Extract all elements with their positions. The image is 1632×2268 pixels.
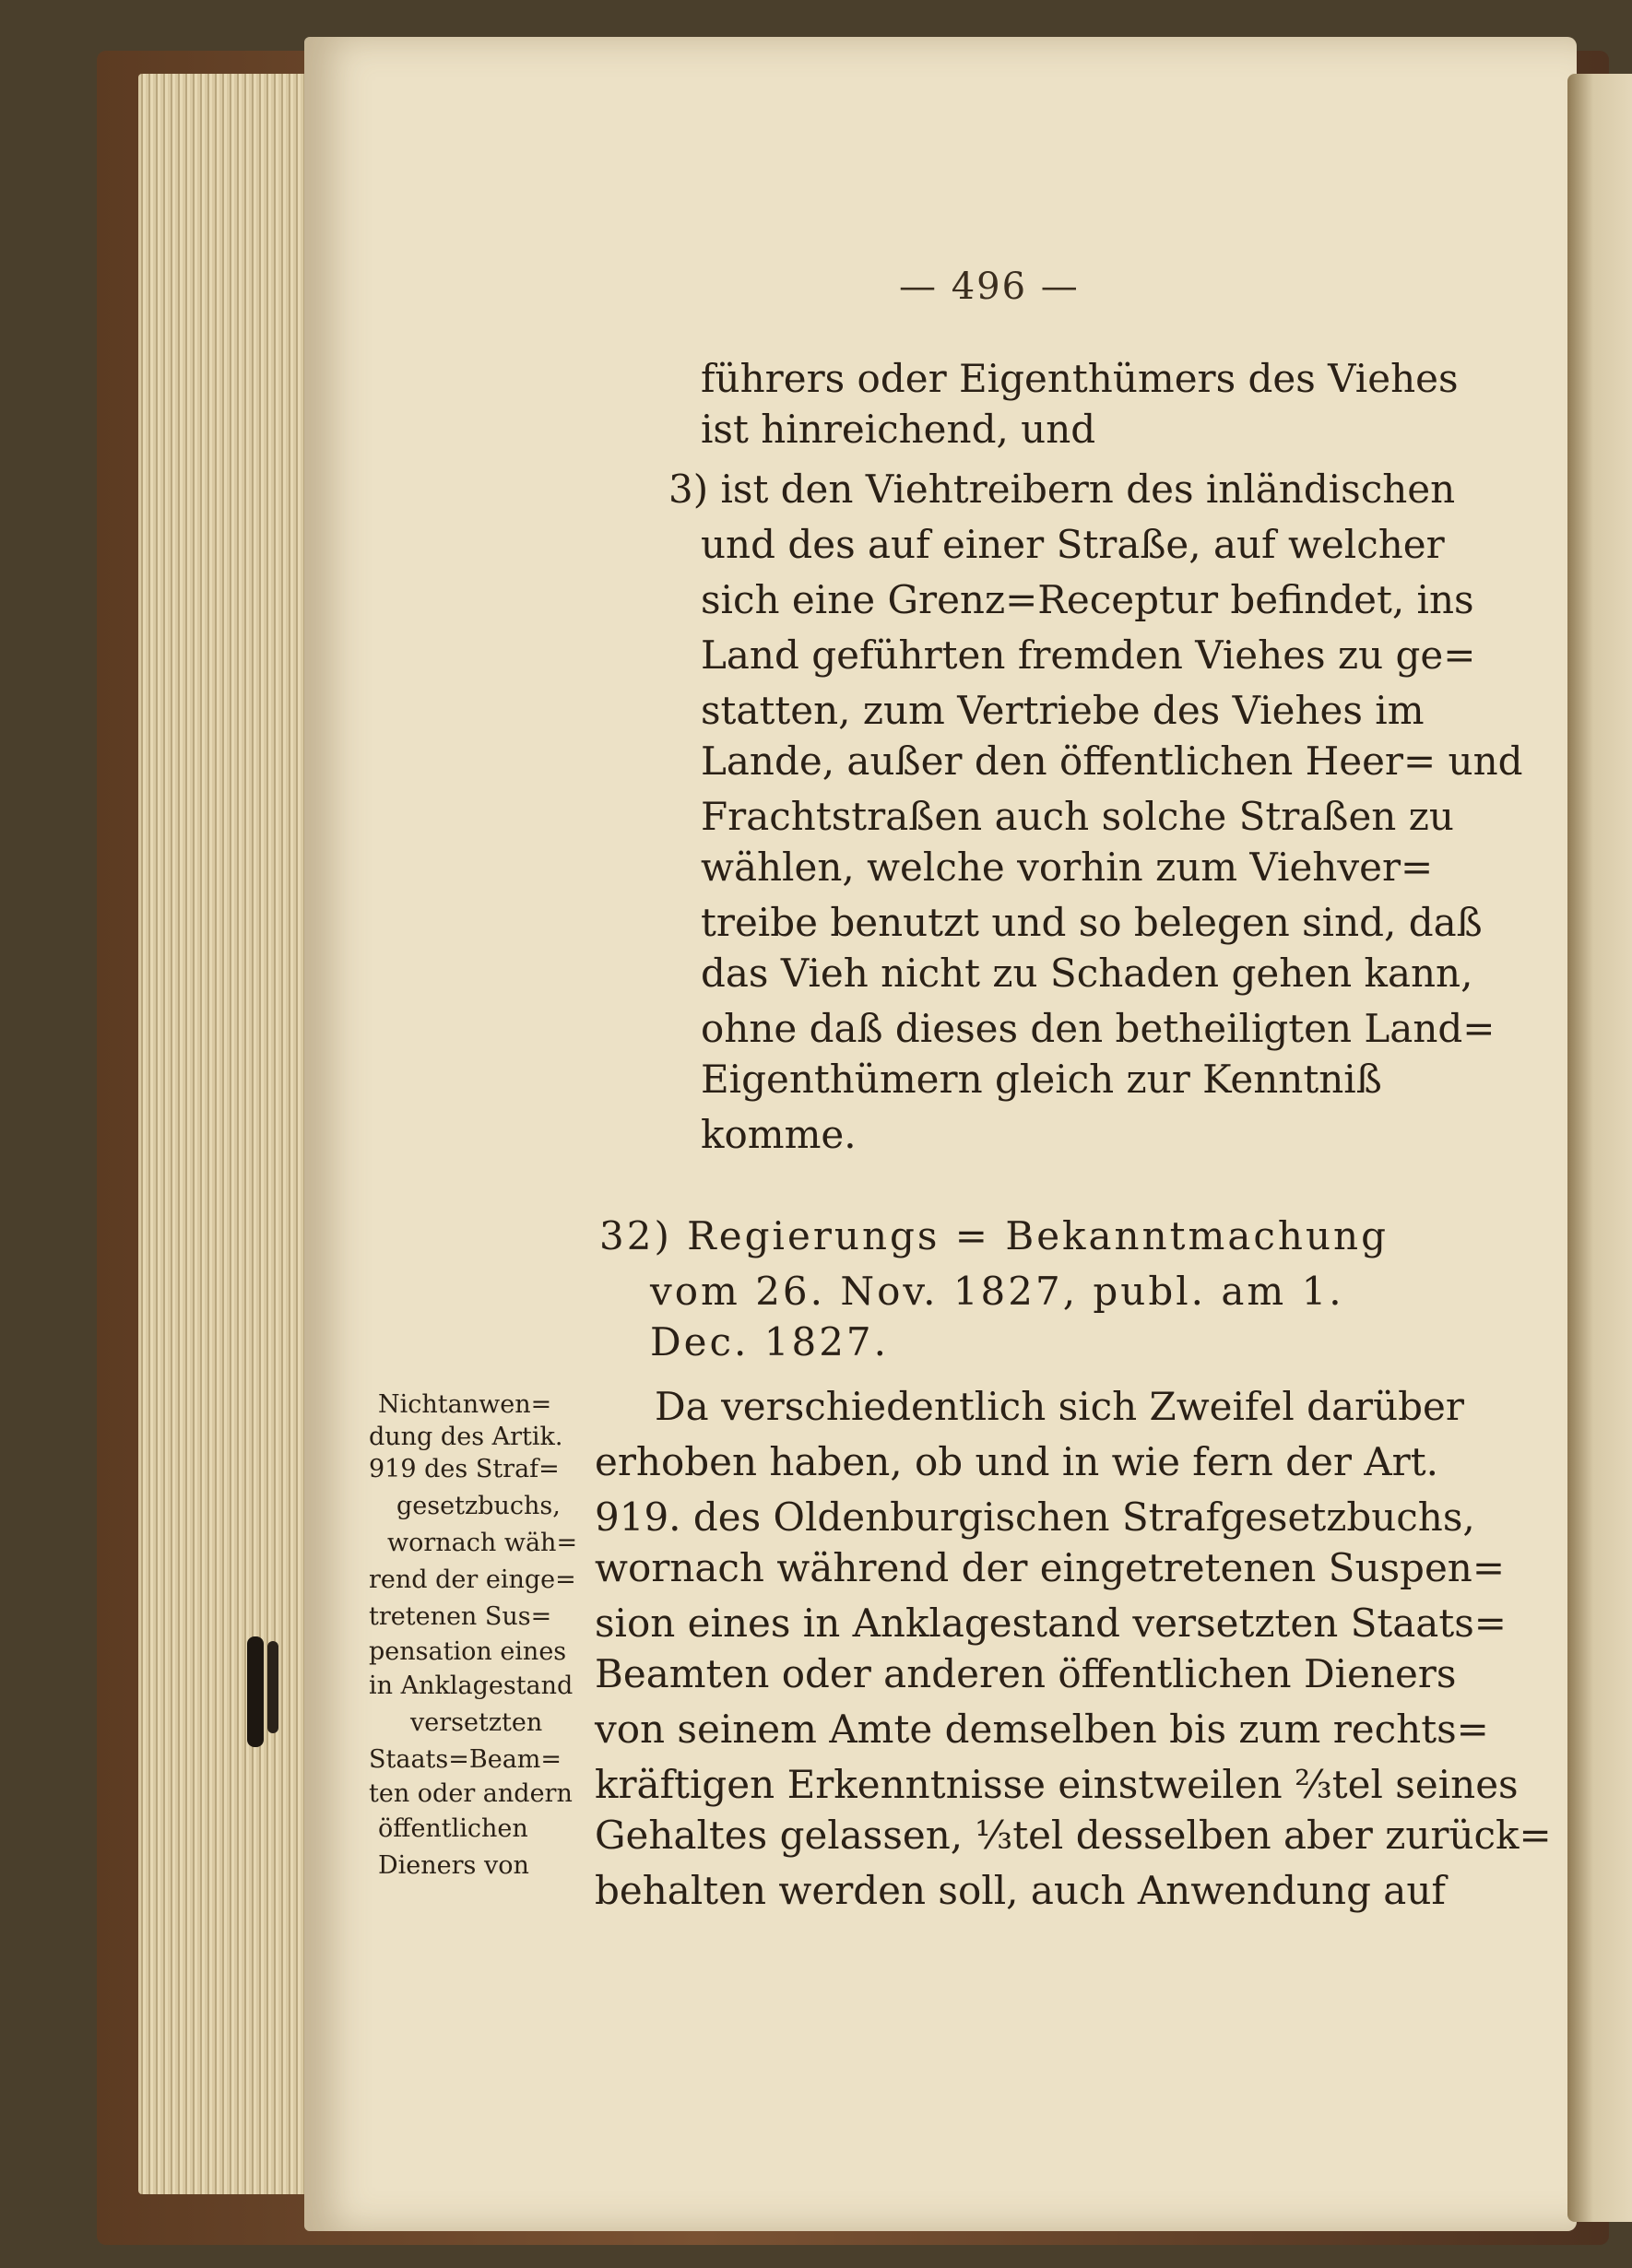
next-page-edge (1567, 74, 1632, 2222)
margin-note-line: Nichtanwen= (378, 1390, 552, 1419)
text-line: und des auf einer Straße, auf welcher (701, 522, 1445, 567)
margin-note-line: ten oder andern (369, 1779, 573, 1808)
text-line: das Vieh nicht zu Schaden gehen kann, (701, 951, 1473, 996)
text-line: 919. des Oldenburgischen Strafgesetzbuchs, (595, 1494, 1475, 1540)
margin-note-line: tretenen Sus= (369, 1602, 552, 1631)
margin-note-line: gesetzbuchs, (396, 1492, 561, 1520)
margin-note-line: 919 des Straf= (369, 1455, 560, 1483)
text-line: Frachtstraßen auch solche Straßen zu (701, 794, 1454, 839)
margin-note-line: Staats=Beam= (369, 1745, 562, 1774)
text-line: komme. (701, 1112, 857, 1157)
margin-note-line: Dieners von (378, 1851, 529, 1880)
margin-note-line: pensation eines (369, 1637, 567, 1666)
text-line: 3) ist den Viehtreibern des inländischen (668, 467, 1456, 512)
text-line: Beamten oder anderen öffentlichen Dieners (595, 1651, 1457, 1696)
text-line: sion eines in Anklagestand versetzten Staats= (595, 1601, 1507, 1646)
text-line: ist hinreichend, und (701, 407, 1096, 452)
text-line: Land geführten fremden Viehes zu ge= (701, 632, 1476, 678)
text-line: statten, zum Vertriebe des Viehes im (701, 688, 1425, 733)
section-heading: vom 26. Nov. 1827, publ. am 1. (650, 1269, 1344, 1314)
ink-blot (247, 1636, 264, 1747)
text-line: Da verschiedentlich sich Zweifel darüber (655, 1384, 1464, 1429)
text-line: treibe benutzt und so belegen sind, daß (701, 900, 1483, 945)
text-line: wählen, welche vorhin zum Viehver= (701, 845, 1434, 890)
text-line: sich eine Grenz=Receptur befindet, ins (701, 577, 1474, 622)
ink-blot (267, 1641, 278, 1733)
text-line: wornach während der eingetretenen Suspen= (595, 1545, 1506, 1590)
margin-note-line: wornach wäh= (387, 1529, 578, 1557)
text-line: Eigenthümern gleich zur Kenntniß (701, 1057, 1382, 1102)
margin-note-line: rend der einge= (369, 1565, 576, 1594)
section-heading: 32) Regierungs = Bekanntmachung (599, 1213, 1389, 1258)
margin-note-line: öffentlichen (378, 1814, 528, 1843)
text-line: Lande, außer den öffentlichen Heer= und (701, 738, 1523, 784)
margin-note-line: dung des Artik. (369, 1423, 563, 1451)
margin-note-line: versetzten (410, 1708, 543, 1737)
text-line: Gehaltes gelassen, ⅓tel desselben aber zurück= (595, 1813, 1552, 1858)
margin-note-line: in Anklagestand (369, 1671, 574, 1700)
text-line: kräftigen Erkenntnisse einstweilen ⅔tel seines (595, 1762, 1519, 1807)
text-line: von seinem Amte demselben bis zum rechts= (595, 1707, 1489, 1752)
page-number: — 496 — (899, 266, 1080, 308)
section-heading: Dec. 1827. (650, 1319, 889, 1364)
text-line: ohne daß dieses den betheiligten Land= (701, 1006, 1496, 1051)
text-line: behalten werden soll, auch Anwendung auf (595, 1868, 1446, 1913)
text-line: führers oder Eigenthümers des Viehes (701, 356, 1459, 401)
text-line: erhoben haben, ob und in wie fern der Art. (595, 1439, 1438, 1484)
